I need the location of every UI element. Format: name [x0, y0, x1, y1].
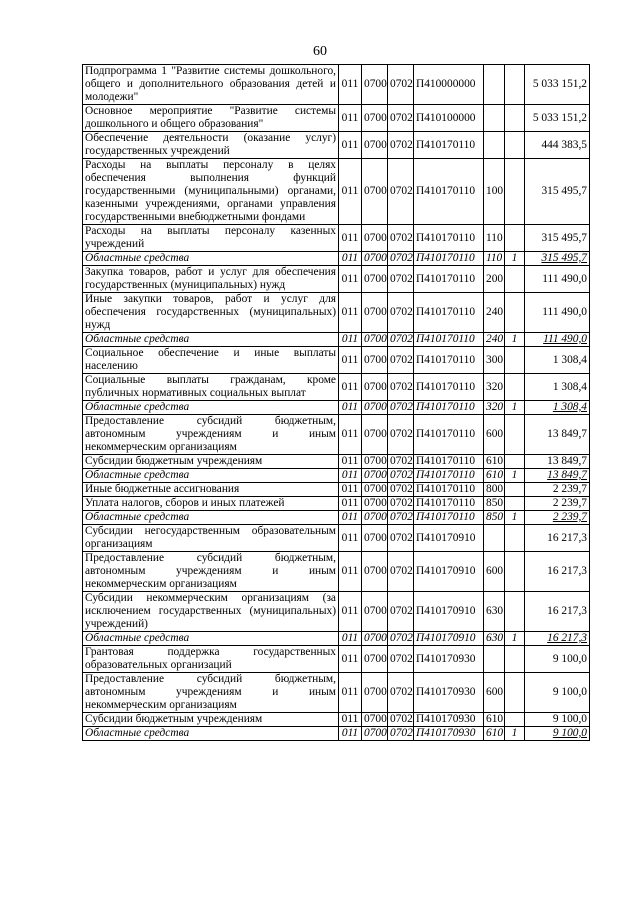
ministry-code: 011 [339, 632, 362, 646]
ministry-code: 011 [339, 293, 362, 333]
ministry-code: 011 [339, 552, 362, 592]
row-name: Основное мероприятие "Развитие системы дошкольного и общего образования" [83, 105, 339, 132]
table-row [83, 483, 590, 497]
section-code: 0700 [362, 483, 388, 497]
amount: 9 100,0 [525, 713, 590, 727]
row-name: Областные средства [83, 727, 339, 741]
row-name: Областные средства [83, 333, 339, 347]
target-article-code: П410100000 [414, 105, 484, 132]
row-name: Закупка товаров, работ и услуг для обеспечения государственных (муниципальных) нужд [83, 266, 339, 293]
row-name: Социальные выплаты гражданам, кроме публичных нормативных социальных выплат [83, 374, 339, 401]
expense-type-code: 610 [484, 727, 505, 741]
target-article-code: П410170930 [414, 713, 484, 727]
table-row [83, 415, 590, 455]
amount: 9 100,0 [525, 673, 590, 713]
amount: 9 100,0 [525, 727, 590, 741]
subsection-code: 0702 [388, 469, 414, 483]
row-name: Областные средства [83, 401, 339, 415]
section-code: 0700 [362, 727, 388, 741]
expense-type-code: 110 [484, 225, 505, 252]
target-article-code: П410170110 [414, 347, 484, 374]
funding-source-code [505, 159, 525, 225]
table-row [83, 105, 590, 132]
expense-type-code: 850 [484, 511, 505, 525]
section-code: 0700 [362, 105, 388, 132]
expense-type-code: 610 [484, 455, 505, 469]
funding-source-code: 1 [505, 252, 525, 266]
row-name: Областные средства [83, 632, 339, 646]
section-code: 0700 [362, 293, 388, 333]
subsection-code: 0702 [388, 333, 414, 347]
funding-source-code: 1 [505, 632, 525, 646]
ministry-code: 011 [339, 592, 362, 632]
row-name: Иные закупки товаров, работ и услуг для обеспечения государственных (муниципальных) нужд [83, 293, 339, 333]
row-name: Областные средства [83, 469, 339, 483]
funding-source-code [505, 713, 525, 727]
ministry-code: 011 [339, 469, 362, 483]
target-article-code: П410170110 [414, 415, 484, 455]
ministry-code: 011 [339, 455, 362, 469]
target-article-code: П410170110 [414, 511, 484, 525]
section-code: 0700 [362, 552, 388, 592]
target-article-code: П410170110 [414, 455, 484, 469]
target-article-code: П410170110 [414, 374, 484, 401]
expense-type-code: 610 [484, 469, 505, 483]
ministry-code: 011 [339, 727, 362, 741]
ministry-code: 011 [339, 497, 362, 511]
amount: 1 308,4 [525, 374, 590, 401]
funding-source-code: 1 [505, 401, 525, 415]
row-name: Предоставление субсидий бюджетным, автономным учреждениям и иным некоммерческим организациям [83, 673, 339, 713]
section-code: 0700 [362, 511, 388, 525]
subsection-code: 0702 [388, 632, 414, 646]
subsection-code: 0702 [388, 159, 414, 225]
expense-type-code [484, 132, 505, 159]
ministry-code: 011 [339, 374, 362, 401]
ministry-code: 011 [339, 673, 362, 713]
subsection-code: 0702 [388, 293, 414, 333]
table-row [83, 225, 590, 252]
table-row [83, 673, 590, 713]
row-name: Уплата налогов, сборов и иных платежей [83, 497, 339, 511]
ministry-code: 011 [339, 159, 362, 225]
ministry-code: 011 [339, 333, 362, 347]
subsection-code: 0702 [388, 347, 414, 374]
target-article-code: П410170110 [414, 159, 484, 225]
subsection-code: 0702 [388, 511, 414, 525]
amount: 1 308,4 [525, 347, 590, 374]
expense-type-code: 630 [484, 632, 505, 646]
subsection-code: 0702 [388, 552, 414, 592]
funding-source-code [505, 483, 525, 497]
table-row [83, 333, 590, 347]
subsection-code: 0702 [388, 592, 414, 632]
table-row [83, 252, 590, 266]
table-row [83, 65, 590, 105]
subsection-code: 0702 [388, 455, 414, 469]
amount: 111 490,0 [525, 293, 590, 333]
funding-source-code [505, 65, 525, 105]
ministry-code: 011 [339, 646, 362, 673]
section-code: 0700 [362, 347, 388, 374]
section-code: 0700 [362, 225, 388, 252]
target-article-code: П410170910 [414, 592, 484, 632]
funding-source-code: 1 [505, 727, 525, 741]
amount: 2 239,7 [525, 511, 590, 525]
ministry-code: 011 [339, 266, 362, 293]
target-article-code: П410170110 [414, 132, 484, 159]
budget-table-body [83, 65, 590, 741]
section-code: 0700 [362, 632, 388, 646]
row-name: Грантовая поддержка государственных образовательных организаций [83, 646, 339, 673]
target-article-code: П410170110 [414, 252, 484, 266]
funding-source-code: 1 [505, 333, 525, 347]
funding-source-code [505, 266, 525, 293]
amount: 315 495,7 [525, 225, 590, 252]
section-code: 0700 [362, 469, 388, 483]
ministry-code: 011 [339, 401, 362, 415]
target-article-code: П410170110 [414, 333, 484, 347]
table-row [83, 159, 590, 225]
amount: 1 308,4 [525, 401, 590, 415]
section-code: 0700 [362, 374, 388, 401]
expense-type-code: 200 [484, 266, 505, 293]
funding-source-code [505, 497, 525, 511]
ministry-code: 011 [339, 65, 362, 105]
table-row [83, 347, 590, 374]
expense-type-code: 610 [484, 713, 505, 727]
amount: 16 217,3 [525, 632, 590, 646]
ministry-code: 011 [339, 252, 362, 266]
expense-type-code: 600 [484, 552, 505, 592]
section-code: 0700 [362, 401, 388, 415]
subsection-code: 0702 [388, 105, 414, 132]
section-code: 0700 [362, 646, 388, 673]
row-name: Иные бюджетные ассигнования [83, 483, 339, 497]
ministry-code: 011 [339, 132, 362, 159]
section-code: 0700 [362, 713, 388, 727]
subsection-code: 0702 [388, 673, 414, 713]
funding-source-code [505, 374, 525, 401]
table-row [83, 592, 590, 632]
section-code: 0700 [362, 592, 388, 632]
amount: 111 490,0 [525, 266, 590, 293]
ministry-code: 011 [339, 525, 362, 552]
funding-source-code [505, 646, 525, 673]
amount: 315 495,7 [525, 252, 590, 266]
section-code: 0700 [362, 455, 388, 469]
funding-source-code [505, 347, 525, 374]
ministry-code: 011 [339, 511, 362, 525]
section-code: 0700 [362, 673, 388, 713]
amount: 5 033 151,2 [525, 105, 590, 132]
row-name: Предоставление субсидий бюджетным, автономным учреждениям и иным некоммерческим организациям [83, 415, 339, 455]
expense-type-code: 600 [484, 673, 505, 713]
amount: 16 217,3 [525, 592, 590, 632]
expense-type-code [484, 105, 505, 132]
table-row [83, 646, 590, 673]
expense-type-code: 240 [484, 293, 505, 333]
row-name: Подпрограмма 1 "Развитие системы дошкольного, общего и дополнительного образования детей и молодежи" [83, 65, 339, 105]
table-row [83, 632, 590, 646]
expense-type-code: 320 [484, 401, 505, 415]
subsection-code: 0702 [388, 483, 414, 497]
subsection-code: 0702 [388, 65, 414, 105]
amount: 111 490,0 [525, 333, 590, 347]
target-article-code: П410170110 [414, 497, 484, 511]
expense-type-code: 850 [484, 497, 505, 511]
section-code: 0700 [362, 266, 388, 293]
ministry-code: 011 [339, 225, 362, 252]
section-code: 0700 [362, 252, 388, 266]
target-article-code: П410170110 [414, 266, 484, 293]
section-code: 0700 [362, 525, 388, 552]
funding-source-code: 1 [505, 469, 525, 483]
ministry-code: 011 [339, 415, 362, 455]
section-code: 0700 [362, 65, 388, 105]
funding-source-code [505, 525, 525, 552]
subsection-code: 0702 [388, 646, 414, 673]
amount: 2 239,7 [525, 483, 590, 497]
subsection-code: 0702 [388, 525, 414, 552]
funding-source-code [505, 105, 525, 132]
row-name: Обеспечение деятельности (оказание услуг) государственных учреждений [83, 132, 339, 159]
table-row [83, 266, 590, 293]
target-article-code: П410170110 [414, 483, 484, 497]
row-name: Субсидии бюджетным учреждениям [83, 455, 339, 469]
row-name: Расходы на выплаты персоналу в целях обеспечения выполнения функций государственными (муниципальными) органами, казенными учреждениями, органами управления государственными внебюджетными фондами [83, 159, 339, 225]
target-article-code: П410170110 [414, 225, 484, 252]
row-name: Предоставление субсидий бюджетным, автономным учреждениям и иным некоммерческим организациям [83, 552, 339, 592]
subsection-code: 0702 [388, 713, 414, 727]
row-name: Социальное обеспечение и иные выплаты населению [83, 347, 339, 374]
section-code: 0700 [362, 415, 388, 455]
row-name: Расходы на выплаты персоналу казенных учреждений [83, 225, 339, 252]
amount: 5 033 151,2 [525, 65, 590, 105]
target-article-code: П410170110 [414, 401, 484, 415]
subsection-code: 0702 [388, 132, 414, 159]
amount: 13 849,7 [525, 455, 590, 469]
subsection-code: 0702 [388, 225, 414, 252]
funding-source-code: 1 [505, 511, 525, 525]
expense-type-code [484, 646, 505, 673]
funding-source-code [505, 415, 525, 455]
target-article-code: П410170110 [414, 293, 484, 333]
target-article-code: П410170110 [414, 469, 484, 483]
ministry-code: 011 [339, 483, 362, 497]
page-number: 60 [313, 44, 327, 59]
amount: 9 100,0 [525, 646, 590, 673]
subsection-code: 0702 [388, 374, 414, 401]
funding-source-code [505, 673, 525, 713]
table-row [83, 293, 590, 333]
subsection-code: 0702 [388, 266, 414, 293]
subsection-code: 0702 [388, 252, 414, 266]
expense-type-code: 600 [484, 415, 505, 455]
table-row [83, 727, 590, 741]
target-article-code: П410000000 [414, 65, 484, 105]
section-code: 0700 [362, 333, 388, 347]
expense-type-code: 800 [484, 483, 505, 497]
amount: 2 239,7 [525, 497, 590, 511]
funding-source-code [505, 293, 525, 333]
ministry-code: 011 [339, 347, 362, 374]
expense-type-code: 240 [484, 333, 505, 347]
table-row [83, 713, 590, 727]
amount: 444 383,5 [525, 132, 590, 159]
target-article-code: П410170930 [414, 727, 484, 741]
subsection-code: 0702 [388, 401, 414, 415]
amount: 16 217,3 [525, 525, 590, 552]
funding-source-code [505, 225, 525, 252]
funding-source-code [505, 592, 525, 632]
subsection-code: 0702 [388, 497, 414, 511]
expense-type-code: 110 [484, 252, 505, 266]
section-code: 0700 [362, 159, 388, 225]
expense-type-code: 300 [484, 347, 505, 374]
ministry-code: 011 [339, 105, 362, 132]
row-name: Субсидии некоммерческим организациям (за исключением государственных (муниципальных) учреждений) [83, 592, 339, 632]
row-name: Областные средства [83, 511, 339, 525]
funding-source-code [505, 132, 525, 159]
amount: 315 495,7 [525, 159, 590, 225]
table-row [83, 511, 590, 525]
table-row [83, 552, 590, 592]
funding-source-code [505, 455, 525, 469]
table-row [83, 455, 590, 469]
target-article-code: П410170930 [414, 646, 484, 673]
target-article-code: П410170930 [414, 673, 484, 713]
table-row [83, 132, 590, 159]
subsection-code: 0702 [388, 415, 414, 455]
expense-type-code [484, 65, 505, 105]
row-name: Субсидии негосударственным образовательным организациям [83, 525, 339, 552]
row-name: Областные средства [83, 252, 339, 266]
table-row [83, 497, 590, 511]
expense-type-code: 630 [484, 592, 505, 632]
amount: 13 849,7 [525, 415, 590, 455]
expense-type-code [484, 525, 505, 552]
budget-table [82, 64, 590, 741]
table-row [83, 525, 590, 552]
expense-type-code: 100 [484, 159, 505, 225]
ministry-code: 011 [339, 713, 362, 727]
target-article-code: П410170910 [414, 552, 484, 592]
amount: 16 217,3 [525, 552, 590, 592]
table-row [83, 401, 590, 415]
target-article-code: П410170910 [414, 525, 484, 552]
amount: 13 849,7 [525, 469, 590, 483]
expense-type-code: 320 [484, 374, 505, 401]
funding-source-code [505, 552, 525, 592]
subsection-code: 0702 [388, 727, 414, 741]
table-row [83, 469, 590, 483]
section-code: 0700 [362, 132, 388, 159]
section-code: 0700 [362, 497, 388, 511]
table-row [83, 374, 590, 401]
row-name: Субсидии бюджетным учреждениям [83, 713, 339, 727]
target-article-code: П410170910 [414, 632, 484, 646]
